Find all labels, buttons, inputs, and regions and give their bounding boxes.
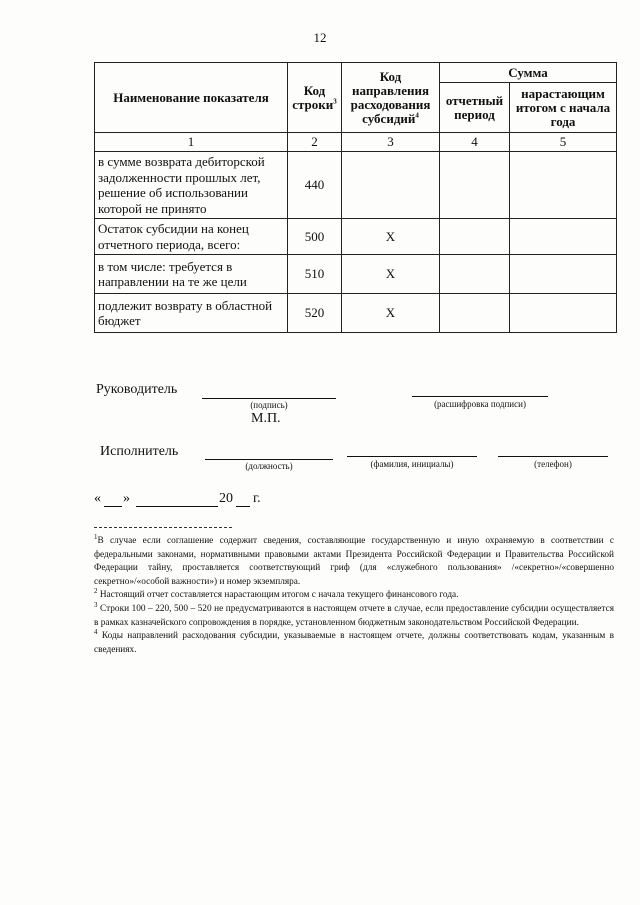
- column-numbers-row: [95, 133, 617, 152]
- row-code: 440: [288, 152, 342, 219]
- head-label: Руководитель: [96, 382, 178, 397]
- row-cumulative: [510, 152, 617, 219]
- date-month-line: [136, 506, 218, 507]
- footnotes: [94, 532, 614, 657]
- header-sum-cumulative: нарастающим итогом с начала года: [510, 83, 617, 133]
- position-line: [205, 459, 333, 460]
- column-number: 4: [440, 133, 510, 152]
- date-day-line: [104, 506, 122, 507]
- footnote: $^3$ Строки 100 – 220, 500 – 520 не предусматриваются в настоящем отчете в случае, если предоставление субсидии осуществляется в рамках казначейского сопровождения в порядке, установленном бюджетным законодательством Российской Федерации.: [94, 600, 614, 628]
- row-cumulative: [510, 219, 617, 255]
- row-name: Остаток субсидии на конец отчетного периода, всего:: [95, 219, 288, 255]
- row-cumulative: [510, 294, 617, 333]
- row-code: 520: [288, 294, 342, 333]
- row-direction: X: [342, 219, 440, 255]
- table-row: [95, 152, 617, 219]
- executor-label: Исполнитель: [100, 444, 179, 459]
- page-number: 12: [313, 30, 327, 45]
- row-name: в том числе: требуется в направлении на те же цели: [95, 255, 288, 294]
- table-row: [95, 255, 617, 294]
- row-direction: X: [342, 255, 440, 294]
- header-sum: Сумма: [440, 63, 617, 83]
- row-direction: X: [342, 294, 440, 333]
- header-code-direction: Код направления расходования субсидий$^4$: [342, 63, 440, 133]
- header-name: Наименование показателя: [95, 63, 288, 133]
- phone-line: [498, 456, 608, 457]
- row-period: [440, 294, 510, 333]
- date-year-prefix: 20: [219, 491, 233, 506]
- phone-caption: (телефон): [534, 459, 572, 469]
- signature-line: [202, 398, 336, 399]
- position-caption: (должность): [245, 461, 293, 471]
- column-number: 1: [95, 133, 288, 152]
- row-period: [440, 255, 510, 294]
- row-period: [440, 152, 510, 219]
- row-direction: [342, 152, 440, 219]
- row-code: 500: [288, 219, 342, 255]
- footnote: $^2$ Настоящий отчет составляется нарастающим итогом с начала текущего финансового года.: [94, 587, 459, 601]
- decode-caption: (расшифровка подписи): [434, 399, 526, 409]
- column-number: 5: [510, 133, 617, 152]
- report-table: [94, 62, 617, 333]
- header-code-line: Код строки$^3$: [288, 63, 342, 133]
- date-open-quote: «: [94, 491, 101, 506]
- footnote: $^1$В случае если соглашение содержит сведения, составляющие государственную и иную охраняемую в соответствии с федеральными законами, нормативными правовыми актами Президента Российской Федерации и Правительства Российской Федерации тайну, проставляется соответствующий гриф (для «служебного пользования» /«секретно»/«совершенно секретно»/«особой важности») и номер экземпляра.: [94, 532, 614, 587]
- date-year-suffix: г.: [253, 491, 261, 506]
- footnote-separator: [94, 527, 232, 528]
- signature-caption: (подпись): [250, 400, 288, 410]
- date-close-quote: »: [123, 491, 130, 506]
- footnote: $^4$ Коды направлений расходования субсидии, указываемые в настоящем отчете, должны соответствовать кодам, указанным в сведениях.: [94, 628, 614, 655]
- decode-line: [412, 396, 548, 397]
- column-number: 2: [288, 133, 342, 152]
- name-line: [347, 456, 477, 457]
- row-name: в сумме возврата дебиторской задолженности прошлых лет, решение об использовании которой не принято: [95, 152, 288, 219]
- date-year-line: [236, 506, 250, 507]
- table-row: [95, 219, 617, 255]
- stamp-placeholder: М.П.: [251, 411, 281, 426]
- row-cumulative: [510, 255, 617, 294]
- row-name: подлежит возврату в областной бюджет: [95, 294, 288, 333]
- table-row: [95, 294, 617, 333]
- row-code: 510: [288, 255, 342, 294]
- header-sum-period: отчетный период: [440, 83, 510, 133]
- row-period: [440, 219, 510, 255]
- name-caption: (фамилия, инициалы): [370, 459, 454, 469]
- column-number: 3: [342, 133, 440, 152]
